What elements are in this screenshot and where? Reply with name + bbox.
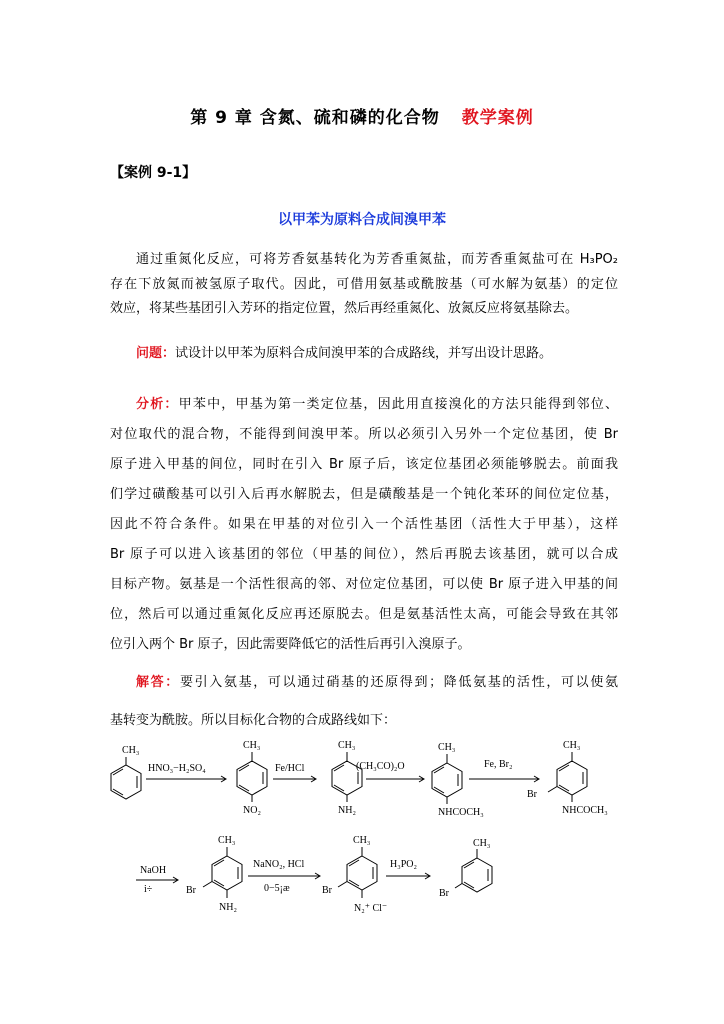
- question-text: 试设计以甲苯为原料合成间溴甲苯的合成路线，并写出设计思路。: [175, 346, 553, 361]
- group-label: CH₃: [353, 835, 371, 846]
- group-label: CH₃: [338, 740, 356, 751]
- analysis-text: 甲苯中，甲基为第一类定位基，因此用直接溴化的方法只能得到邻位、: [178, 397, 618, 412]
- p-toluidine-structure: [332, 752, 362, 802]
- analysis-line: Br 原子可以进入该基团的邻位（甲基的间位），然后再脱去该基团，就可以合成: [110, 547, 618, 562]
- group-label: CH₃: [218, 835, 236, 846]
- group-label: NH₂: [338, 805, 356, 816]
- group-label: Br: [439, 888, 449, 899]
- m-bromotoluene-structure: [455, 849, 492, 892]
- group-label: NH₂: [219, 902, 237, 913]
- bromo-acetotoluidide-structure: [548, 752, 587, 802]
- case-label: 【案例 9-1】: [110, 165, 197, 181]
- reagent-reduction: Fe/HCl: [275, 763, 305, 774]
- answer-label: 解答：: [136, 675, 180, 690]
- group-label: Br: [322, 885, 332, 896]
- bromo-toluidine-structure: [203, 847, 242, 898]
- group-label: NO₂: [243, 805, 261, 816]
- question-label: 问题：: [136, 346, 176, 361]
- answer-paragraph: [110, 664, 618, 740]
- group-label: CH₃: [438, 742, 456, 753]
- intro-line: 存在下放氮而被氢原子取代。因此，可借用氨基或酰胺基（可水解为氨基）的定位: [110, 276, 618, 292]
- reagent-bromination: Fe, Br₂: [484, 759, 513, 770]
- answer-line: 基转变为酰胺。所以目标化合物的合成路线如下：: [110, 713, 397, 728]
- reagent-diazotization: NaNO₂, HCl: [253, 859, 305, 870]
- synthesis-scheme: [0, 730, 724, 930]
- reagent-hydrolysis-cond: i÷: [144, 884, 153, 895]
- question-paragraph: [110, 342, 618, 367]
- analysis-line: 原子进入甲基的间位，同时在引入 Br 原子后，该定位基团必须能够脱去。前面我: [110, 457, 618, 472]
- title-main: 第 9 章 含氮、硫和磷的化合物: [190, 108, 440, 128]
- group-label: Br: [186, 885, 196, 896]
- group-label: CH₃: [243, 740, 261, 751]
- page-title: [0, 103, 724, 128]
- reagent-acetylation: (CH₃CO)₂O: [356, 761, 405, 772]
- diazonium-structure: [338, 847, 377, 898]
- intro-line: 通过重氮化反应，可将芳香氨基转化为芳香重氮盐，而芳香重氮盐可在 H₃PO₂: [136, 252, 618, 267]
- analysis-line: [110, 390, 618, 420]
- reagent-hydrolysis: NaOH: [140, 865, 167, 876]
- acetotoluidide-structure: [432, 754, 462, 804]
- reagent-diazotization-cond: 0−5¡æ: [264, 883, 290, 894]
- intro-paragraph: [110, 248, 618, 322]
- answer-line: [110, 664, 618, 702]
- group-label: NHCOCH₃: [562, 805, 608, 816]
- toluene-ch3-label: CH₃: [122, 745, 140, 756]
- case-subtitle: 以甲苯为原料合成间溴甲苯: [278, 212, 446, 228]
- question-line: [110, 342, 618, 367]
- analysis-label: 分析：: [136, 397, 179, 412]
- analysis-line: 位引入两个 Br 原子，因此需要降低它的活性后再引入溴原子。: [110, 637, 471, 652]
- answer-text: 要引入氨基，可以通过硝基的还原得到；降低氨基的活性，可以使氨: [179, 675, 618, 690]
- group-label: NHCOCH₃: [438, 807, 484, 818]
- group-label: CH₃: [563, 740, 581, 751]
- reagent-nitration: HNO₃−H₂SO₄: [148, 763, 206, 774]
- group-label: N₂⁺ Cl⁻: [354, 903, 388, 914]
- analysis-line: 位，然后可以通过重氮化反应再还原脱去。但是氨基活性太高，可能会导致在其邻: [110, 607, 618, 622]
- analysis-line: 们学过磺酸基可以引入后再水解脱去，但是磺酸基是一个钝化苯环的间位定位基，: [110, 487, 618, 502]
- analysis-paragraph: [110, 390, 618, 660]
- analysis-line: 因此不符合条件。如果在甲基的对位引入一个活性基团（活性大于甲基），这样: [110, 517, 618, 532]
- analysis-line: 目标产物。氨基是一个活性很高的邻、对位定位基团，可以使 Br 原子进入甲基的间: [110, 577, 618, 592]
- toluene-structure: [111, 757, 141, 799]
- group-label: Br: [527, 789, 537, 800]
- group-label: CH₃: [473, 838, 491, 849]
- title-highlight: 教学案例: [461, 108, 534, 128]
- p-nitrotoluene-structure: [237, 752, 267, 802]
- analysis-line: 对位取代的混合物，不能得到间溴甲苯。所以必须引入另外一个定位基团，使 Br: [110, 427, 618, 442]
- reagent-deamination: H₃PO₂: [390, 859, 417, 870]
- intro-line: 效应，将某些基团引入芳环的指定位置，然后再经重氮化、放氮反应将氨基除去。: [110, 301, 579, 316]
